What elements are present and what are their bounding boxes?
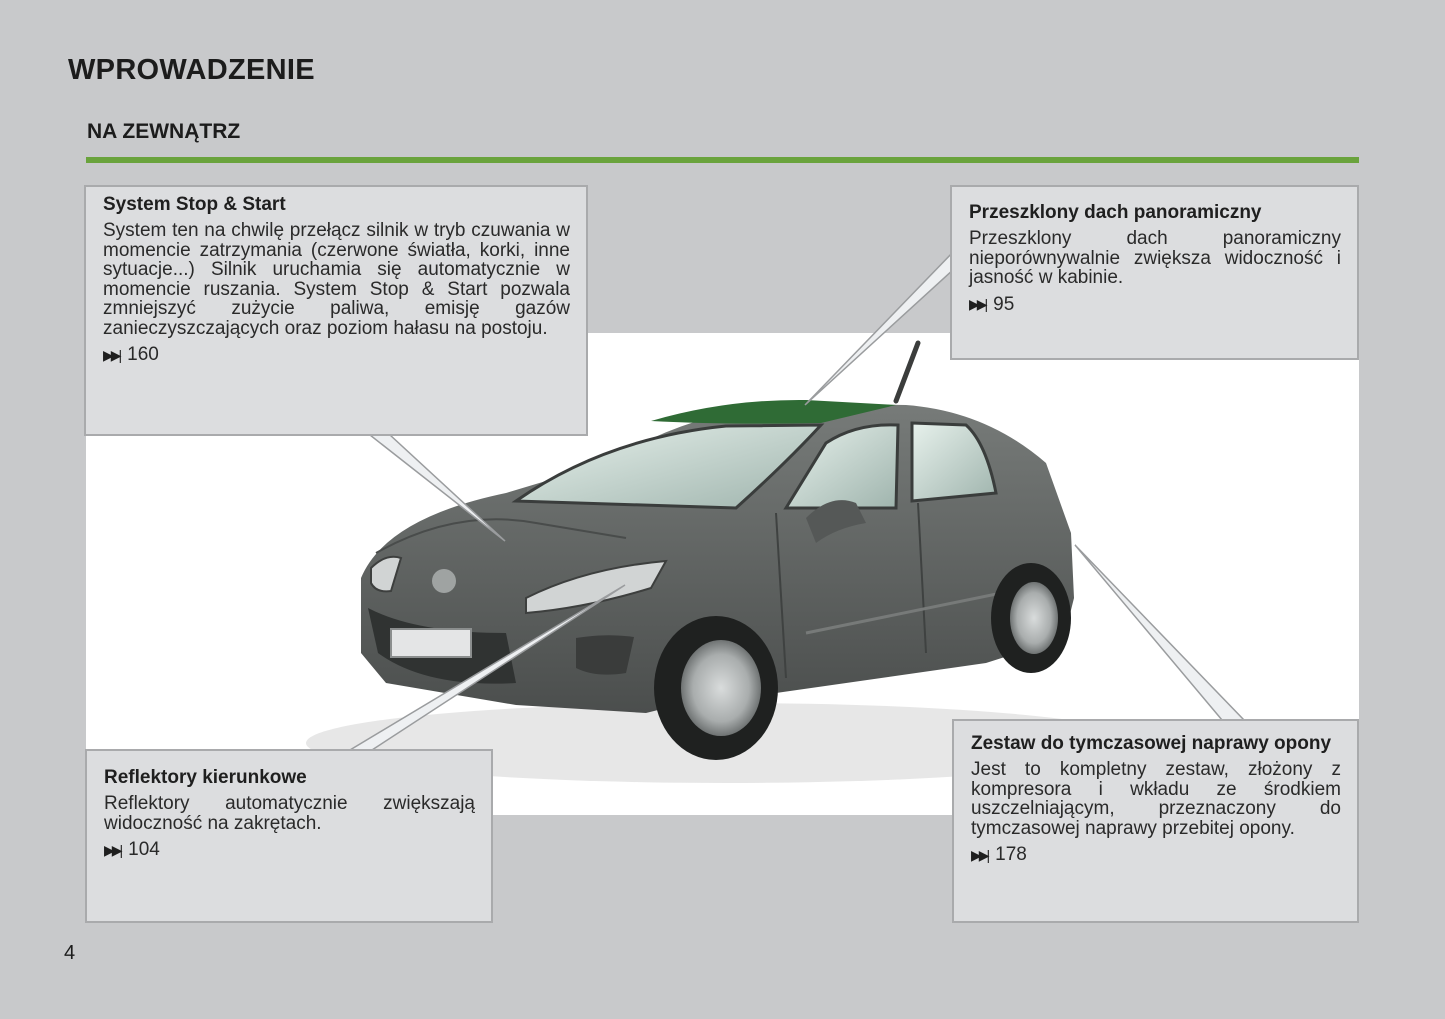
page-reference-number: 95 [993,293,1015,315]
skip-forward-icon: ▶▶| [971,846,988,863]
callout-title: Przeszklony dach panoramiczny [969,202,1262,223]
page-reference-number: 178 [995,844,1027,865]
callout-title: Reflektory kierunkowe [104,767,307,788]
section-title: NA ZEWNĄTRZ [87,120,241,143]
callout-tyre-repair-kit [952,719,1359,923]
callout-panoramic-roof [950,185,1359,360]
page-reference-number: 160 [127,344,159,365]
page-reference-number: 104 [128,839,160,860]
section-divider [86,157,1359,163]
callout-stop-start [84,185,588,436]
skip-forward-icon: ▶▶| [104,841,121,858]
skip-forward-icon: ▶▶| [969,296,986,312]
page-reference[interactable] [103,344,570,366]
page-reference[interactable] [104,839,475,861]
callout-title: System Stop & Start [103,194,286,215]
callout-directional-headlights [85,749,493,923]
callout-text: Jest to kompletny zestaw, złożony z kompresora i wkładu ze środkiem uszczelniającym, przeznaczony do tymczasowej naprawy przebitej opony. [971,759,1341,839]
page-reference[interactable] [969,294,1341,316]
callout-text: Przeszklony dach panoramiczny nieporównywalnie zwiększa widoczność i jasność w kabinie. [969,228,1341,288]
page-title: WPROWADZENIE [68,54,315,86]
page-reference[interactable] [971,844,1341,866]
callout-text: System ten na chwilę przełącz silnik w tryb czuwania w momencie zatrzymania (czerwone światła, korki, inne sytuacje...) Silnik uruchamia się automatycznie w momencie ruszania. System Stop & Start pozwala zmniejszyć zużycie paliwa, emisję gazów zanieczyszczających oraz poziom hałasu na postoju. [103,220,570,339]
skip-forward-icon: ▶▶| [103,346,120,363]
callout-text: Reflektory automatycznie zwiększają widoczność na zakrętach. [104,793,475,834]
page-number: 4 [64,942,76,964]
callout-title: Zestaw do tymczasowej naprawy opony [971,733,1332,754]
